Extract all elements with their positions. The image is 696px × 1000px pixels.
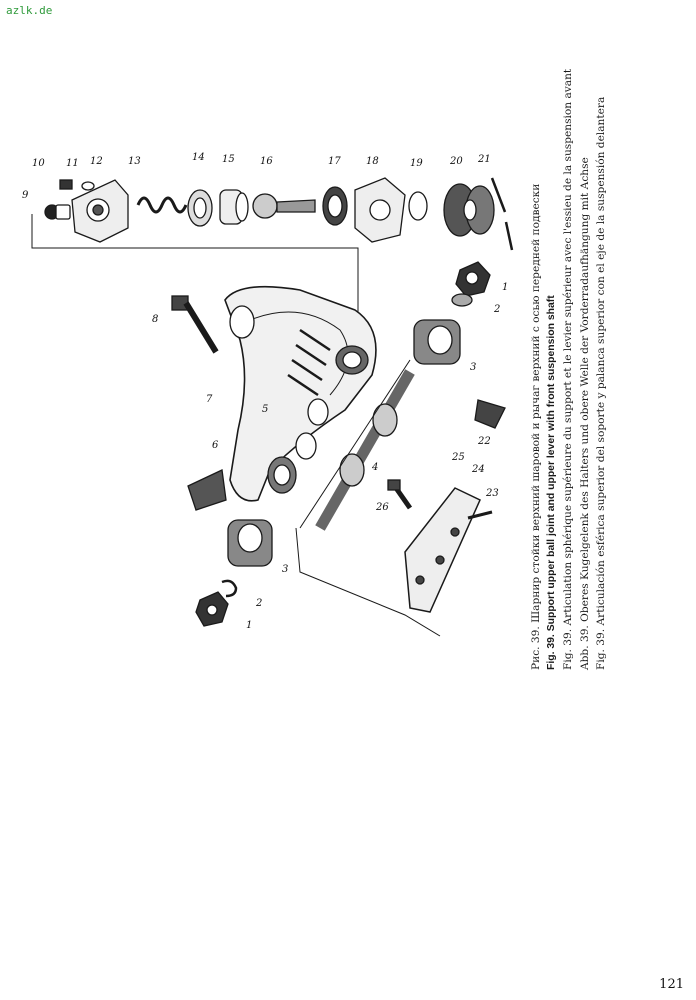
part-label-23: 23 (486, 488, 499, 499)
caption-en: Fig. 39. Support upper ball joint and upper lever with front suspension shaft (546, 295, 558, 670)
part-label-5: 5 (262, 404, 269, 415)
part-label-2b: 2 (494, 304, 501, 315)
part-label-3: 3 (282, 564, 289, 575)
part-label-15: 15 (222, 154, 235, 165)
part-label-24: 24 (472, 464, 485, 475)
part-label-2: 2 (256, 598, 263, 609)
part-label-16: 16 (260, 156, 273, 167)
part-label-7: 7 (206, 394, 213, 405)
part-label-6: 6 (212, 440, 219, 451)
part-label-11: 11 (66, 158, 79, 169)
bolt-8 (172, 296, 216, 352)
part-label-22: 22 (478, 436, 491, 447)
part-label-10: 10 (32, 158, 45, 169)
part-label-20: 20 (450, 156, 463, 167)
part-label-21: 21 (478, 154, 491, 165)
part-label-3b: 3 (470, 362, 477, 373)
part-label-4: 4 (372, 462, 379, 473)
caption-ru: Рис. 39. Шарнир стойки верхний шаровой и рычаг верхний с осью передней подвески (530, 183, 542, 670)
part-label-26: 26 (376, 502, 389, 513)
part-label-12: 12 (90, 156, 103, 167)
part-label-9: 9 (22, 190, 29, 201)
nut-washer-right (452, 262, 490, 306)
part-label-1b: 1 (502, 282, 509, 293)
figure-caption (528, 30, 609, 670)
upper-parts-row (45, 178, 512, 250)
page-number: 121 (659, 977, 684, 992)
part-label-8: 8 (152, 314, 159, 325)
caption-de: Abb. 39. Oberes Kugelgelenk des Halters und obere Welle der Vorderradaufhängung mit Achse (578, 157, 591, 670)
watermark: azlk.de (6, 4, 53, 17)
bracket-plate (405, 488, 492, 612)
part-label-18: 18 (366, 156, 379, 167)
part-label-17: 17 (328, 156, 341, 167)
caption-es: Fig. 39. Articulación esférica superior del soporte y palanca superior con el eje de la suspensión delantera (594, 96, 607, 670)
caption-fr: Fig. 39. Articulation sphérique supérieure du support et le levier supérieur avec l'essieu de la suspension avant (562, 68, 575, 670)
part-label-1: 1 (246, 620, 253, 631)
part-label-14: 14 (192, 152, 205, 163)
part-label-25: 25 (452, 452, 465, 463)
part-label-13: 13 (128, 156, 141, 167)
spring (138, 198, 186, 212)
part-label-19: 19 (410, 158, 423, 169)
